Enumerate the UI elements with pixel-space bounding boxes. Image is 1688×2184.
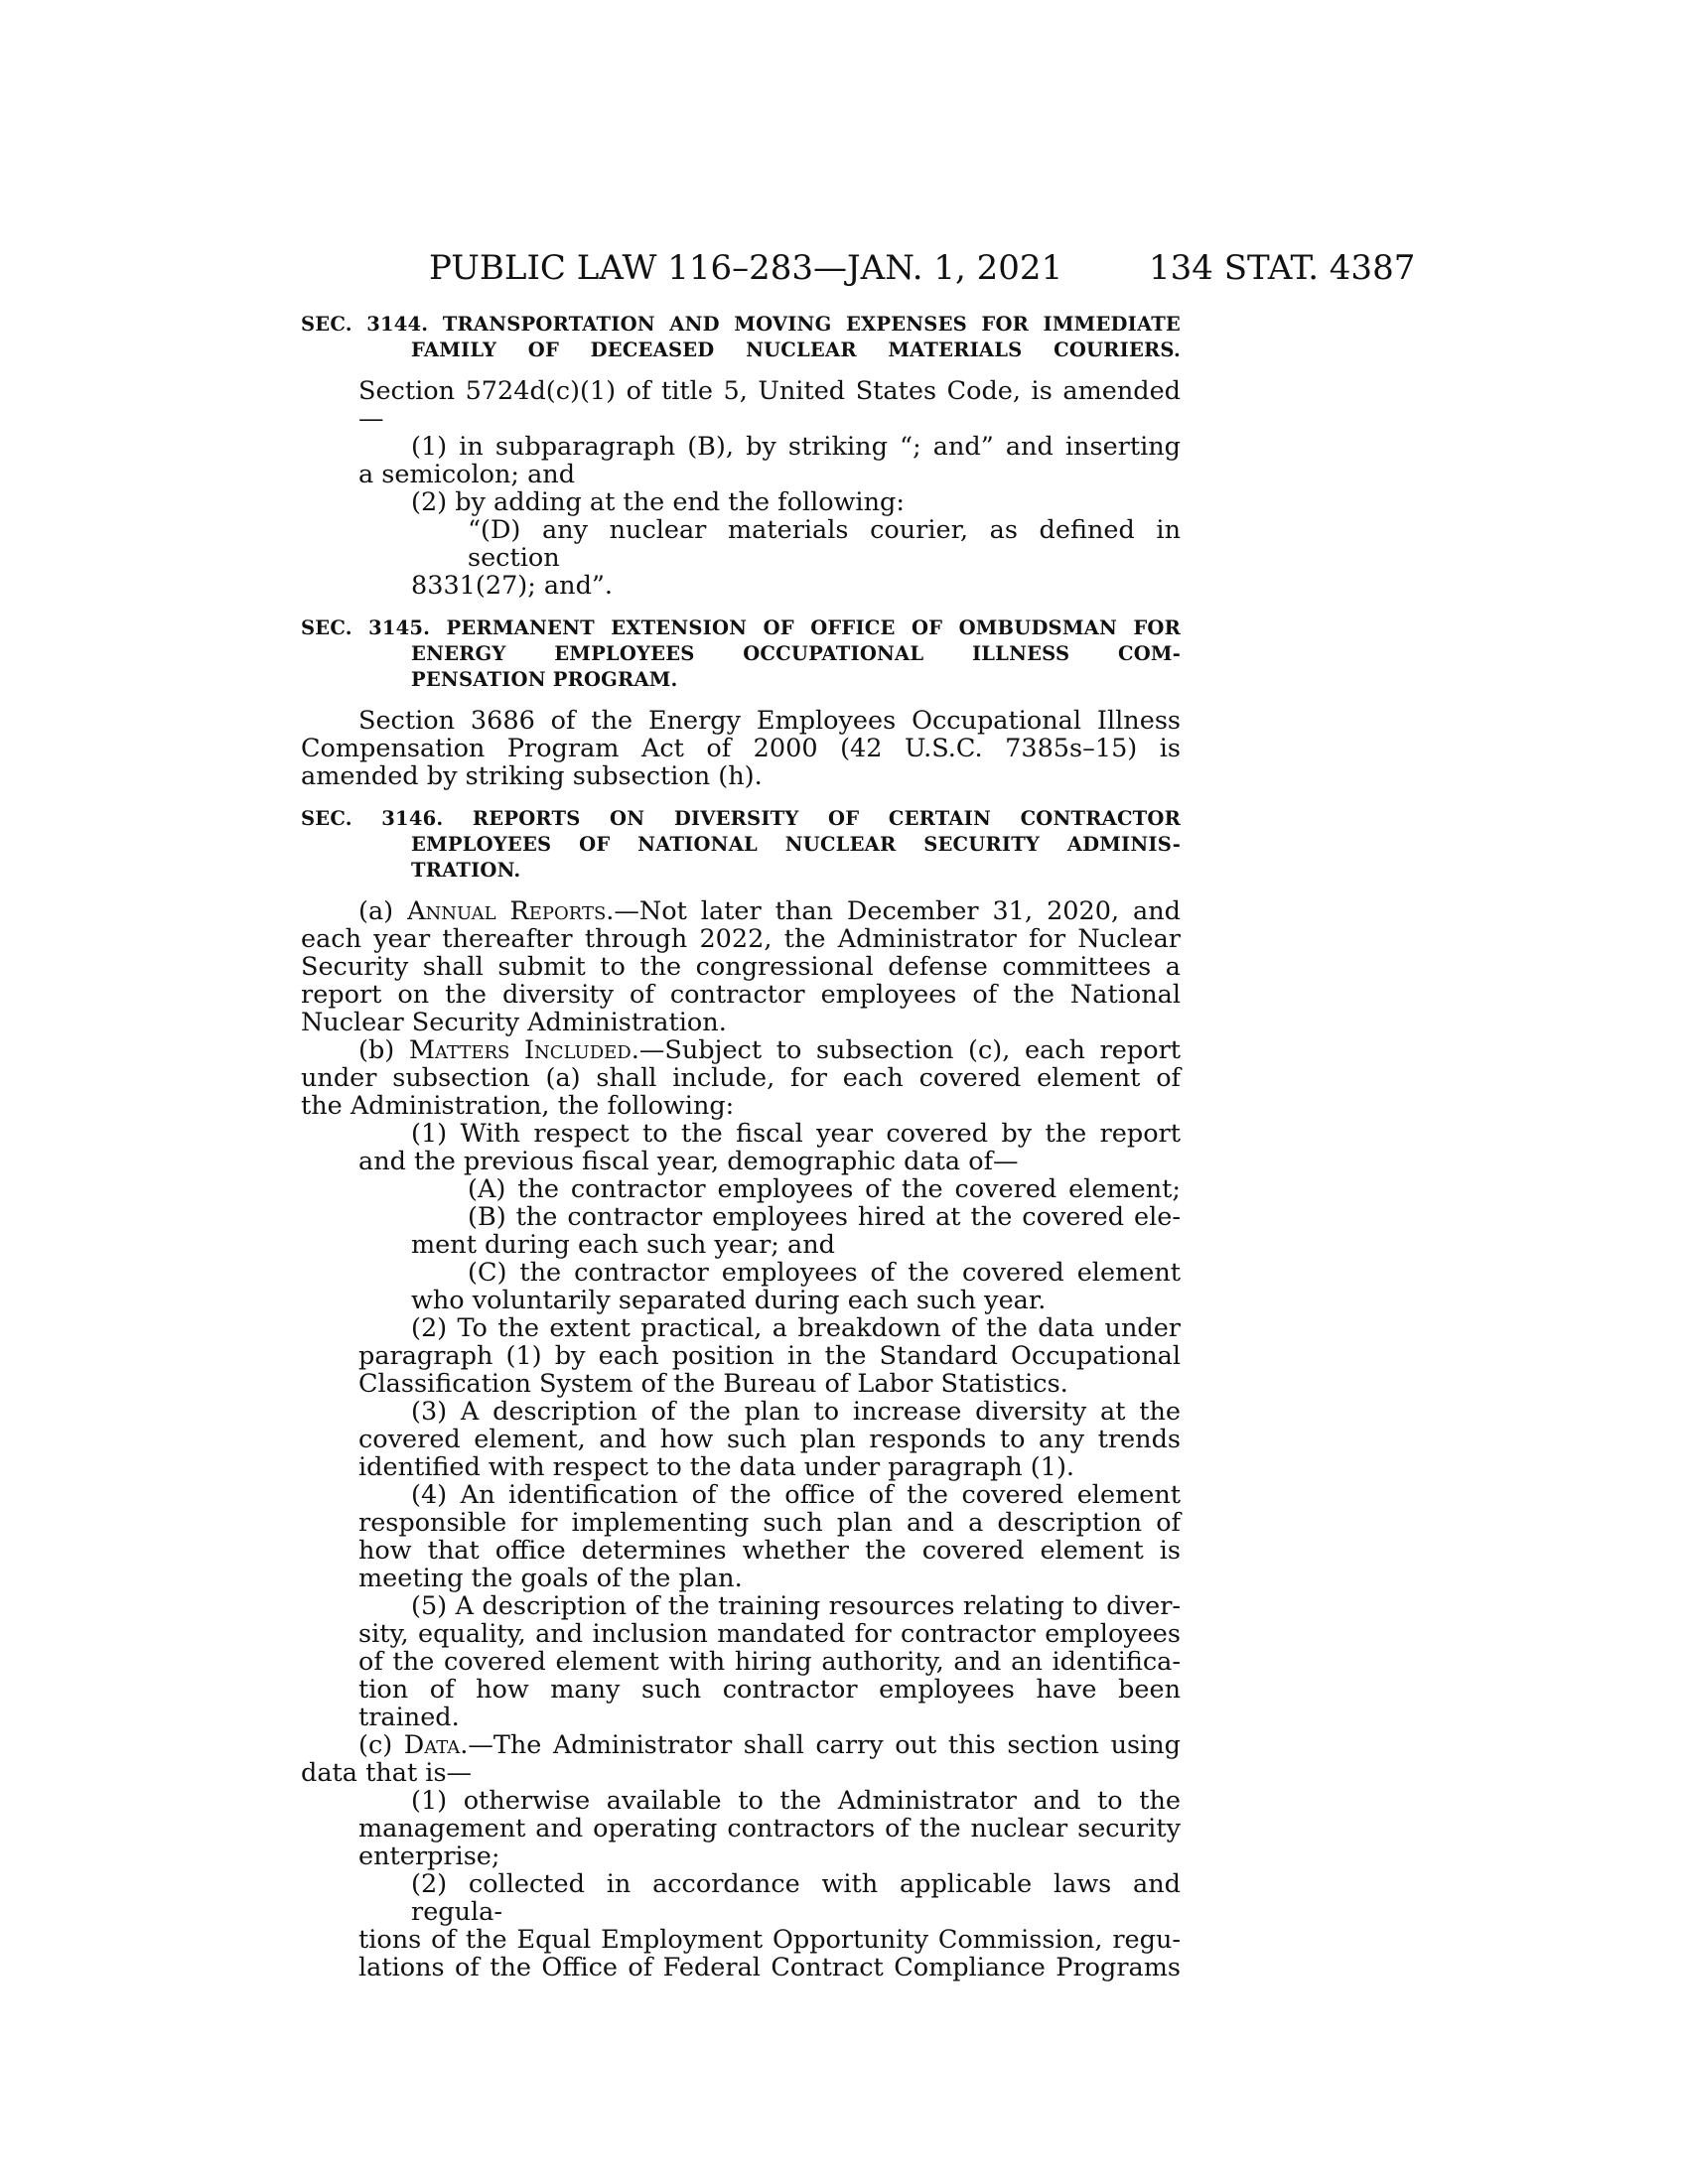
running-header-page: 134 STAT. 4387 [1149,248,1416,288]
body-text-line: (3) A description of the plan to increase diversity at the [411,1397,1181,1427]
body-text-line: (2) collected in accordance with applicable laws and regula- [411,1869,1181,1927]
body-text-line: tions of the Equal Employment Opportunity Commission, regu- [358,1925,1181,1955]
body-text-line: (a) Annual Reports.—Not later than December 31, 2020, and [358,896,1181,926]
running-header-title: PUBLIC LAW 116–283—JAN. 1, 2021 [429,248,1063,288]
body-text-line: enterprise; [358,1842,500,1871]
body-text-line: (B) the contractor employees hired at the covered ele- [468,1202,1181,1232]
body-text-line: covered element, and how such plan responds to any trends [358,1425,1181,1454]
body-text-line: lations of the Office of Federal Contract Compliance Programs [358,1953,1181,1982]
body-text-line: tion of how many such contractor employees have been trained. [358,1675,1181,1732]
body-text-line: a semicolon; and [358,460,576,489]
section-heading-line: TRATION. [411,859,521,882]
section-heading-line: ENERGY EMPLOYEES OCCUPATIONAL ILLNESS COM- [411,642,1181,665]
body-text-line: (5) A description of the training resources relating to diver- [411,1591,1181,1621]
body-text-line: Security shall submit to the congressional defense committees a [301,952,1181,982]
section-heading-line: SEC. 3146. REPORTS ON DIVERSITY OF CERTAIN CONTRACTOR [301,807,1181,830]
body-text-line: (4) An identification of the office of the covered element [411,1480,1181,1510]
body-text-line: report on the diversity of contractor employees of the National [301,980,1181,1010]
section-heading-line: SEC. 3145. PERMANENT EXTENSION OF OFFICE OF OMBUDSMAN FOR [301,616,1181,639]
body-text-line: ment during each such year; and [411,1230,835,1260]
body-text-line: amended by striking subsection (h). [301,761,763,791]
body-text-line: sity, equality, and inclusion mandated for contractor employees [358,1619,1181,1649]
body-text-line: (1) otherwise available to the Administrator and to the [411,1786,1181,1816]
body-text-line: how that office determines whether the covered element is [358,1536,1181,1566]
body-text-line: under subsection (a) shall include, for each covered element of [301,1063,1181,1093]
body-text-line: (2) by adding at the end the following: [411,487,905,517]
body-text-line: who voluntarily separated during each such year. [411,1286,1047,1315]
body-text-line: and the previous fiscal year, demographic data of— [358,1147,1019,1176]
section-heading-line: SEC. 3144. TRANSPORTATION AND MOVING EXPENSES FOR IMMEDIATE [301,313,1181,336]
body-text-line: of the covered element with hiring authority, and an identifica- [358,1647,1181,1677]
body-text-line: (b) Matters Included.—Subject to subsection (c), each report [358,1035,1182,1065]
section-heading-line: FAMILY OF DECEASED NUCLEAR MATERIALS COURIERS. [411,339,1181,361]
body-text-line: Compensation Program Act of 2000 (42 U.S.C. 7385s–15) is [301,734,1181,763]
body-text-line: each year thereafter through 2022, the Administrator for Nuclear [301,924,1181,954]
body-text-line: (A) the contractor employees of the covered element; [468,1174,1181,1204]
body-text-line: data that is— [301,1758,473,1788]
body-text-line: “(D) any nuclear materials courier, as defined in section [468,515,1181,573]
body-text-line: (c) Data.—The Administrator shall carry out this section using [358,1730,1181,1760]
section-heading-line: PENSATION PROGRAM. [411,668,678,691]
body-text-line: Nuclear Security Administration. [301,1008,727,1037]
body-text-line: responsible for implementing such plan and a description of [358,1508,1181,1538]
body-text-line: management and operating contractors of the nuclear security [358,1814,1181,1843]
body-text-line: (2) To the extent practical, a breakdown of the data under [411,1313,1181,1343]
body-text-line: the Administration, the following: [301,1091,735,1121]
body-text-line: Section 5724d(c)(1) of title 5, United States Code, is amended— [358,376,1181,434]
body-text-line: meeting the goals of the plan. [358,1564,743,1593]
body-text-line: 8331(27); and”. [411,571,614,601]
body-text-line: identified with respect to the data under paragraph (1). [358,1452,1075,1482]
statute-body [301,312,1181,1981]
section-heading-line: EMPLOYEES OF NATIONAL NUCLEAR SECURITY ADMINIS- [411,833,1181,856]
body-text-line: paragraph (1) by each position in the Standard Occupational [358,1341,1181,1371]
body-text-line: (C) the contractor employees of the covered element [468,1258,1181,1288]
body-text-line: (1) in subparagraph (B), by striking “; and” and inserting [411,432,1181,462]
body-text-line: (1) With respect to the fiscal year covered by the report [411,1119,1181,1149]
body-text-line: Classification System of the Bureau of Labor Statistics. [358,1369,1068,1399]
body-text-line: Section 3686 of the Energy Employees Occupational Illness [358,706,1181,736]
